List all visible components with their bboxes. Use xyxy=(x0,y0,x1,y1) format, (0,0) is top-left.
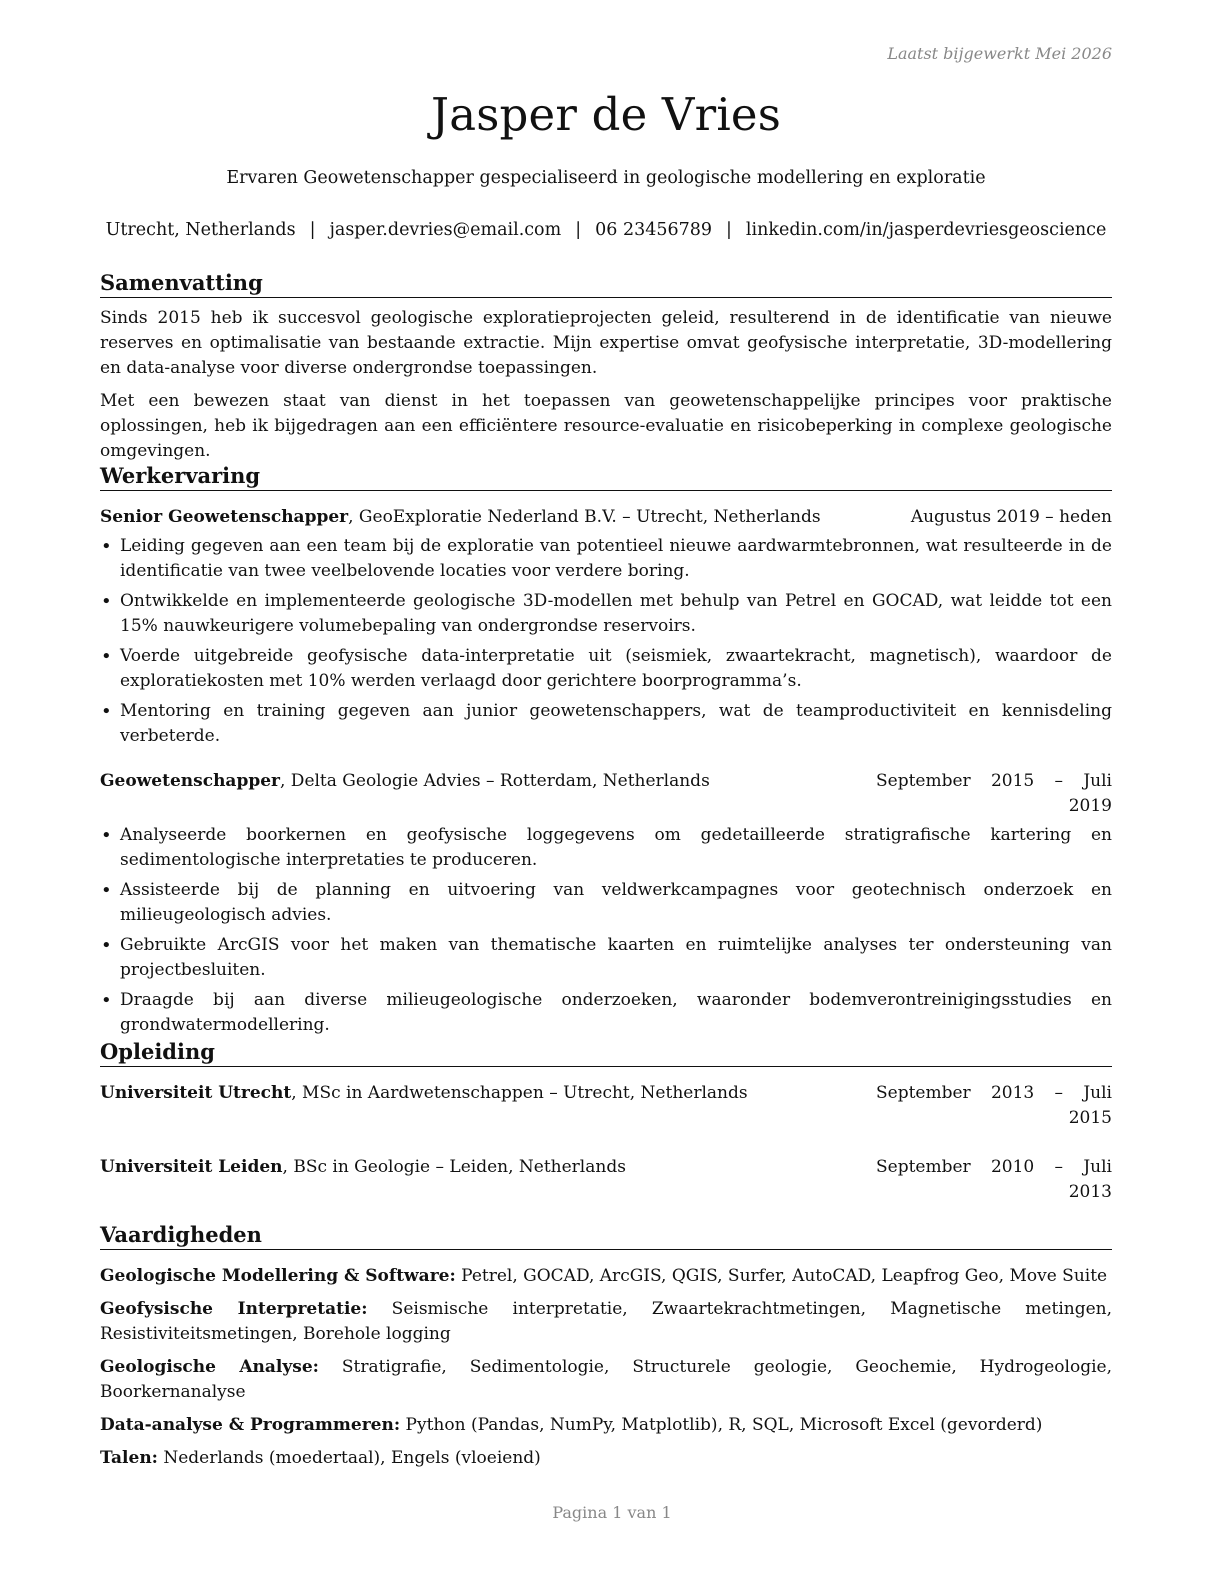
contact-linkedin[interactable]: linkedin.com/in/jasperdevriesgeoscience xyxy=(745,220,1107,240)
contact-separator: | xyxy=(309,220,316,240)
job-bullet: • Analyseerde boorkernen en geofysische loggegevens om gedetailleerde stratigrafische kartering en sedimentologische interpretaties te produceren. xyxy=(100,823,1112,873)
skill-label: Data-analyse & Programmeren: xyxy=(100,1415,401,1435)
page-number: Pagina 1 van 1 xyxy=(552,1503,672,1522)
summary-paragraph: Met een bewezen staat van dienst in het toepassen van geowetenschappelijke principes voor praktische oplossingen, heb ik bijgedragen aan een efficiëntere resource-evaluatie en risicobeperking in complexe geologische omgevingen. xyxy=(100,391,1112,461)
education-dates: September 2010 – Juli 2013 xyxy=(876,1157,1112,1202)
skill-value: Petrel, GOCAD, ArcGIS, QGIS, Surfer, AutoCAD, Leapfrog Geo, Move Suite xyxy=(455,1266,1108,1286)
job-bullet: • Draagde bij aan diverse milieugeologische onderzoeken, waaronder bodemverontreinigingsstudies en grondwatermodellering. xyxy=(100,988,1112,1038)
job-bullet: • Leiding gegeven aan een team bij de exploratie van potentieel nieuwe aardwarmtebronnen, wat resulteerde in de identificatie van twee veelbelovende locaties voor verdere boring. xyxy=(100,534,1112,584)
job-bullets xyxy=(100,823,1112,1038)
skills-section xyxy=(100,1222,1112,1479)
skill-row xyxy=(100,1297,1112,1347)
skill-value: Stratigrafie, Sedimentologie, Structurele geologie, Geochemie, Hydrogeologie, Boorkernanalyse xyxy=(100,1357,1112,1402)
job-header xyxy=(100,505,1112,530)
education-entry xyxy=(100,1081,1112,1131)
last-updated: Laatst bijgewerkt Mei 2026 xyxy=(887,44,1112,63)
skill-row xyxy=(100,1355,1112,1405)
job-dates: Augustus 2019 – heden xyxy=(910,507,1112,527)
tagline: Ervaren Geowetenschapper gespecialiseerd in geologische modellering en exploratie xyxy=(226,168,986,188)
job-bullet: • Voerde uitgebreide geofysische data-interpretatie uit (seismiek, zwaartekracht, magnetisch), waardoor de exploratiekosten met 10% werden verlaagd door gerichtere boorprogramma’s. xyxy=(100,644,1112,694)
job-bullet: • Mentoring en training gegeven aan junior geowetenschappers, wat de teamproductiviteit en kennisdeling verbeterde. xyxy=(100,699,1112,749)
job-bullet: • Ontwikkelde en implementeerde geologische 3D-modellen met behulp van Petrel en GOCAD, wat leidde tot een 15% nauwkeurigere volumebepaling van ondergrondse reservoirs. xyxy=(100,589,1112,639)
skills-list xyxy=(100,1264,1112,1471)
section-title-experience: Werkervaring xyxy=(100,463,1112,491)
section-title-skills: Vaardigheden xyxy=(100,1222,1112,1250)
skill-value: Nederlands (moedertaal), Engels (vloeiend) xyxy=(157,1448,541,1468)
education-school: Universiteit Leiden xyxy=(100,1157,283,1177)
experience-section xyxy=(100,463,1112,1043)
skill-value: Seismische interpretatie, Zwaartekrachtmetingen, Magnetische metingen, Resistiviteitsmetingen, Borehole logging xyxy=(100,1299,1112,1344)
education-degree: , MSc in Aardwetenschappen – Utrecht, Netherlands xyxy=(291,1083,748,1103)
skill-label: Geofysische Interpretatie: xyxy=(100,1299,368,1319)
education-section xyxy=(100,1039,1112,1205)
education-school: Universiteit Utrecht xyxy=(100,1083,292,1103)
summary-section xyxy=(100,270,1112,464)
skill-value: Python (Pandas, NumPy, Matplotlib), R, SQL, Microsoft Excel (gevorderd) xyxy=(400,1415,1043,1435)
job-bullets xyxy=(100,534,1112,749)
skill-label: Geologische Modellering & Software: xyxy=(100,1266,456,1286)
job-bullet: • Assisteerde bij de planning en uitvoering van veldwerkcampagnes voor geotechnisch onderzoek en milieugeologisch advies. xyxy=(100,878,1112,928)
job-bullet: • Gebruikte ArcGIS voor het maken van thematische kaarten en ruimtelijke analyses ter ondersteuning van projectbesluiten. xyxy=(100,933,1112,983)
skill-label: Geologische Analyse: xyxy=(100,1357,319,1377)
job-header xyxy=(100,769,1112,819)
contact-separator: | xyxy=(726,220,732,240)
education-header xyxy=(100,1081,1112,1131)
education-entry xyxy=(100,1155,1112,1205)
candidate-name: Jasper de Vries xyxy=(430,88,782,141)
education-header xyxy=(100,1155,1112,1205)
job-role: Senior Geowetenschapper xyxy=(100,507,349,527)
contact-location: Utrecht, Netherlands xyxy=(105,220,296,240)
contact-email[interactable]: jasper.devries@email.com xyxy=(329,220,562,240)
job-entry xyxy=(100,769,1112,1038)
contact-line xyxy=(100,220,1112,240)
education-degree: , BSc in Geologie – Leiden, Netherlands xyxy=(282,1157,626,1177)
skill-row xyxy=(100,1264,1112,1289)
education-dates: September 2013 – Juli 2015 xyxy=(876,1083,1112,1128)
section-title-summary: Samenvatting xyxy=(100,270,1112,298)
summary-paragraph: Sinds 2015 heb ik succesvol geologische exploratieprojecten geleid, resulterend in de identificatie van nieuwe reserves en optimalisatie van bestaande extractie. Mijn expertise omvat geofysische interpretatie, 3D-modellering en data-analyse voor diverse ondergrondse toepassingen. xyxy=(100,308,1112,378)
job-company: , GeoExploratie Nederland B.V. – Utrecht, Netherlands xyxy=(348,507,821,527)
skill-row xyxy=(100,1413,1112,1438)
section-title-education: Opleiding xyxy=(100,1039,1112,1067)
job-dates: September 2015 – Juli 2019 xyxy=(876,771,1112,816)
contact-phone: 06 23456789 xyxy=(595,220,713,240)
skill-row xyxy=(100,1446,1112,1471)
job-company: , Delta Geologie Advies – Rotterdam, Netherlands xyxy=(280,771,710,791)
contact-separator: | xyxy=(575,220,582,240)
job-role: Geowetenschapper xyxy=(100,771,280,791)
skill-label: Talen: xyxy=(100,1448,158,1468)
job-entry xyxy=(100,505,1112,749)
